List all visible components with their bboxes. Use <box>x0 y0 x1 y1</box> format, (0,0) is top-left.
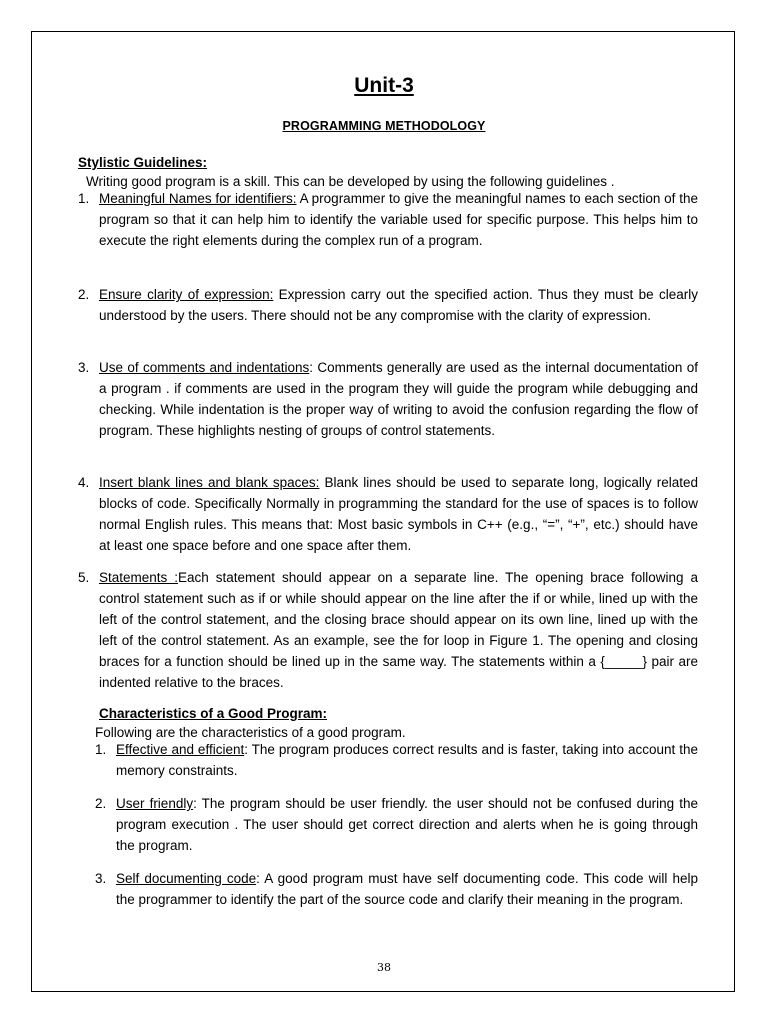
list-item <box>95 868 698 910</box>
list-item-number: 1. <box>78 191 90 206</box>
list-item <box>78 357 698 441</box>
list-item-term: Meaningful Names for identifiers: <box>99 191 297 206</box>
list-item <box>78 472 698 556</box>
list-item-number: 2. <box>95 796 107 811</box>
list-item-term: Ensure clarity of expression: <box>99 287 274 302</box>
list-item <box>78 188 698 251</box>
section-subtitle: PROGRAMMING METHODOLOGY <box>282 119 486 133</box>
list-item-number: 4. <box>78 475 90 490</box>
list-item-text: Expression carry out the specified action. Thus they must be clearly understood by the users. There should not be any compromise with the clarity of expression. <box>99 287 698 323</box>
list-item-term: Self documenting code <box>116 871 257 886</box>
list-item-term: User friendly <box>116 796 194 811</box>
stylistic-guidelines-intro: Writing good program is a skill. This can be developed by using the following guidelines . <box>86 174 615 189</box>
list-item-text: : Comments generally are used as the internal documentation of a program . if comments are used in the program they will guide the program while debugging and checking. While indentation is the proper way of writing to avoid the confusion regarding the flow of program. These highlights nesting of groups of control statements. <box>99 360 698 438</box>
list-item-text: A programmer to give the meaningful names to each section of the program so that it can help him to identify the variable used for specific purpose. This helps him to execute the right elements during the complex run of a program. <box>99 191 698 248</box>
page-number: 38 <box>377 961 391 974</box>
list-item-number: 2. <box>78 287 90 302</box>
list-item-text: Each statement should appear on a separate line. The opening brace following a control statement such as if or while should appear on the line after the if or while, lined up with the left of the control statement, and the closing brace should appear on its own line, lined up with the left of the control statement. As an example, see the for loop in Figure 1. The opening and closing braces for a function should be lined up in the same way. The statements within a {_____} pair are indented relative to the braces. <box>99 570 698 690</box>
list-item <box>78 284 698 326</box>
list-item <box>78 567 698 693</box>
list-item-number: 3. <box>78 360 90 375</box>
characteristics-intro: Following are the characteristics of a good program. <box>95 725 406 740</box>
list-item-number: 5. <box>78 570 90 585</box>
list-item-text: : The program produces correct results and is faster, taking into account the memory constraints. <box>116 742 698 778</box>
list-item-text: : The program should be user friendly. the user should not be confused during the program execution . The user should get correct direction and alerts when he is going through the program. <box>116 796 698 853</box>
characteristics-heading: Characteristics of a Good Program: <box>99 706 328 721</box>
list-item <box>95 739 698 781</box>
list-item-term: Effective and efficient <box>116 742 245 757</box>
list-item-number: 3. <box>95 871 107 886</box>
unit-title: Unit-3 <box>354 74 414 97</box>
list-item-term: Use of comments and indentations <box>99 360 310 375</box>
list-item-text: Blank lines should be used to separate long, logically related blocks of code. Specifically Normally in programming the standard for the use of spaces is to follow normal English rules. This means that: Most basic symbols in C++ (e.g., “=”, “+”, etc.) should have at least one space before and one space after them. <box>99 475 698 553</box>
list-item-term: Statements : <box>99 570 178 585</box>
list-item-number: 1. <box>95 742 107 757</box>
list-item-text: : A good program must have self documenting code. This code will help the programmer to identify the part of the source code and clarify their meaning in the program. <box>116 871 699 907</box>
list-item <box>95 793 698 856</box>
list-item-term: Insert blank lines and blank spaces: <box>99 475 320 490</box>
stylistic-guidelines-heading: Stylistic Guidelines: <box>78 155 208 170</box>
